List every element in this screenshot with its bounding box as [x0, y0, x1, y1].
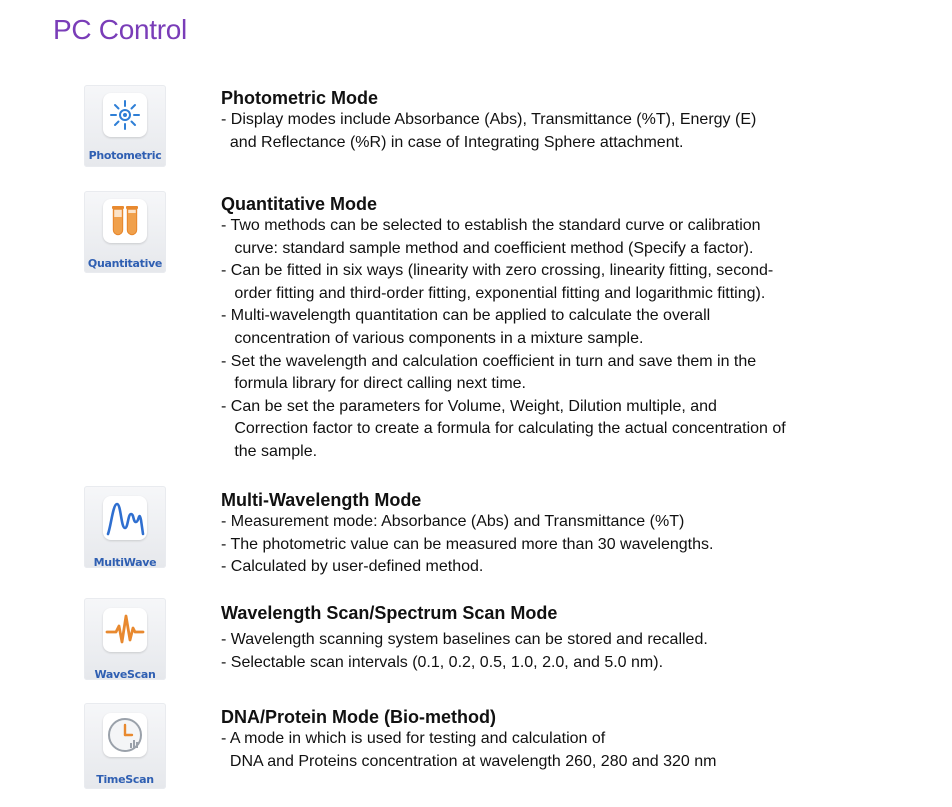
- mode-heading: DNA/Protein Mode (Bio-method): [221, 707, 496, 727]
- wavescan-icon-box: [84, 598, 166, 680]
- mode-description: [221, 193, 921, 464]
- mode-line: - Multi-wavelength quantitation can be applied to calculate the overall: [221, 307, 711, 325]
- page-title: PC Control: [53, 14, 187, 45]
- mode-description: [221, 489, 921, 579]
- mode-heading: Wavelength Scan/Spectrum Scan Mode: [221, 603, 558, 623]
- mode-heading: Photometric Mode: [221, 88, 379, 108]
- icon-label: MultiWave: [93, 556, 157, 569]
- mode-line: - A mode in which is used for testing and calculation of: [221, 730, 606, 747]
- mode-line: concentration of various components in a mixture sample.: [221, 329, 644, 347]
- multiwave-icon-box: [84, 486, 166, 568]
- mode-heading: Quantitative Mode: [221, 194, 378, 214]
- wavescan-icon: [103, 608, 147, 652]
- mode-line: curve: standard sample method and coefficient method (Specify a factor).: [221, 239, 754, 257]
- mode-description: [221, 706, 921, 773]
- mode-line: order fitting and third-order fitting, exponential fitting and logarithmic fitting).: [221, 284, 766, 302]
- icon-label: TimeScan: [96, 773, 154, 786]
- mode-heading: Multi-Wavelength Mode: [221, 490, 422, 510]
- mode-line: - Can be fitted in six ways (linearity with zero crossing, linearity fitting, second-: [221, 262, 774, 280]
- mode-line: - Selectable scan intervals (0.1, 0.2, 0.5, 1.0, 2.0, and 5.0 nm).: [221, 653, 664, 671]
- timescan-icon-box: [84, 703, 166, 789]
- mode-line: - The photometric value can be measured more than 30 wavelengths.: [221, 535, 714, 553]
- mode-line: - Display modes include Absorbance (Abs), Transmittance (%T), Energy (E): [221, 111, 757, 128]
- mode-line: - Calculated by user-defined method.: [221, 558, 484, 576]
- photometric-icon-box: [84, 85, 166, 167]
- mode-line: - Measurement mode: Absorbance (Abs) and Transmittance (%T): [221, 513, 685, 530]
- photometric-icon: [103, 93, 147, 137]
- mode-line: - Can be set the parameters for Volume, Weight, Dilution multiple, and: [221, 397, 717, 415]
- timescan-clock-icon: [103, 713, 147, 757]
- mode-line: Correction factor to create a formula for calculating the actual concentration of: [221, 420, 786, 438]
- icon-label: WaveScan: [94, 668, 156, 681]
- multiwave-icon: [103, 496, 147, 540]
- test-tubes-icon: [103, 199, 147, 243]
- quantitative-icon-box: [84, 191, 166, 273]
- mode-line: - Wavelength scanning system baselines can be stored and recalled.: [221, 631, 708, 648]
- mode-description: [221, 87, 921, 154]
- mode-line: the sample.: [221, 442, 318, 460]
- mode-description: [221, 602, 921, 674]
- mode-line: formula library for direct calling next time.: [221, 375, 526, 393]
- mode-line: - Two methods can be selected to establish the standard curve or calibration: [221, 217, 761, 234]
- mode-line: DNA and Proteins concentration at wavelength 260, 280 and 320 nm: [221, 752, 717, 770]
- mode-line: - Set the wavelength and calculation coefficient in turn and save them in the: [221, 352, 757, 370]
- mode-line: and Reflectance (%R) in case of Integrating Sphere attachment.: [221, 133, 684, 151]
- icon-label: Quantitative: [87, 257, 163, 270]
- icon-label: Photometric: [88, 149, 162, 162]
